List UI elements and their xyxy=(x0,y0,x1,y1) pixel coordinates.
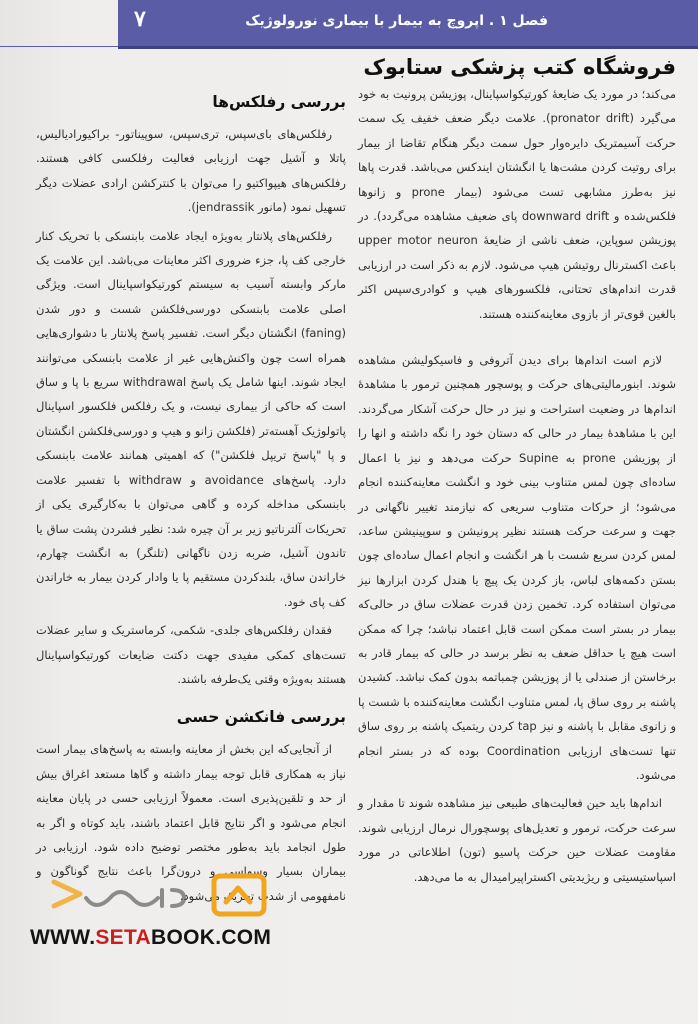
watermark-url-suffix: BOOK.COM xyxy=(151,926,272,949)
header-thin-line xyxy=(0,46,118,47)
paragraph: از آنجایی‌که این بخش از معاینه وابسته به پاسخ‌های بیمار است نیاز به همکاری قابل توجه بیمار داشته و گاها مستعد اغراق بیش از حد و تلقین‌پذیری است. معمولاً ارزیابی حسی در پایان معاینه انجام می‌شود و اگر نتایج قابل اعتماد باشند، باید کوتاه و اگر به طول انجامد باید به‌طور مختصر توضیح داده شود. ارزیابی در بیماران بسیار وسواسی و درون‌گرا باعث نتایج گوناگون و نامفهومی از شدت تحریک می‌شود. xyxy=(36,742,346,903)
paragraph: اندام‌ها باید حین فعالیت‌های طبیعی نیز مشاهده شوند تا مقدار و سرعت حرکت، ترمور و تعدیل‌های پوسچورال نرمال ارزیابی شوند. مقاومت عضلات حین حرکت پاسیو (تون) اطلاعاتی در مورد اسپاستیسیتی و ریژیدیتی اکستراپیرامیدال به ما می‌دهد. xyxy=(358,796,676,884)
paragraph: رفلکس‌های پلانتار به‌ویژه ایجاد علامت بابنسکی با تحریک کنار خارجی کف پا، جزء ضروری اکثر معاینات می‌باشد. این علامت یک مارکر وابسته آسیب به سیستم کورتیکواسپاینال است. ویژگی اصلی علامت بابنسکی دورسی‌فلکشن شست و دور شدن (faning) انگشتان دیگر است. تفسیر پاسخ پلانتار با دشواری‌هایی همراه است چون واکنش‌هایی غیر از علامت بابنسکی می‌توانند ایجاد شوند. اینها شامل یک پاسخ withdrawal سریع با پا و ساق است که حاکی از بیماری نیست، و یک رفلکس فلکسور اسپاینال پاتولوژیک آهسته‌تر (فلکشن زانو و هیپ و دورسی‌فلکشن انگشتان و پا "پاسخ تریپل فلکشن") که اهمیتی همانند علامت بابنسکی دارد. پاسخ‌های avoidance و withdraw با تفسیر علامت بابنسکی مداخله کرده و گاهی می‌توان با به‌کارگیری یکی از تحریکات آلترناتیو زیر بر آن چیره شد: نظیر فشردن پشت ساق یا تاندون آشیل، ضربه زدن ناگهانی (تلنگر) به انگشت چهارم، خاراندن ساق، بلندکردن مستقیم پا یا وادار کردن بیمار به خاراندن کف پای خود. xyxy=(36,228,346,609)
page-number: ۷ xyxy=(134,6,146,31)
right-column xyxy=(358,82,676,889)
watermark-url-prefix: WWW. xyxy=(30,926,96,949)
paragraph: رفلکس‌های بای‌سپس، تری‌سپس، سوپیناتور- براکیورادیالیس، پاتلا و آشیل جهت ارزیابی فعالیت رفلکسی کافی هستند. رفلکس‌های هیپواکتیو را می‌توان با کنترکشن ارادی عضلات دیگر تسهیل نمود (مانور jendrassik). xyxy=(36,127,346,215)
watermark-url-highlight: SETA xyxy=(95,926,151,949)
paragraph: فقدان رفلکس‌های جلدی- شکمی، کرماستریک و سایر عضلات تست‌های کمکی مفیدی جهت دکتت ضایعات کورتیکواسپاینال هستند به‌ویژه وقتی یک‌طرفه باشند. xyxy=(36,623,346,686)
paragraph: می‌کند؛ در مورد یک ضایعهٔ کورتیکواسپاینال، پوزیشن پرونیت به خود می‌گیرد (pronator drift). علامت دیگر ضعف خفیف یک سمت حرکت آسیمتریک دایره‌وار حول سمت دیگر هنگام تقاضا از بیمار برای روتیت کردن مشت‌ها یا انگشتان ایندکس می‌باشد. قدرت پاها نیز به‌طرز مشابهی تست می‌شود (بیمار prone و زانوها فلکس‌شده و downward drift پای ضعیف مشاهده می‌گردد). در پوزیشن سوپاین، ضعف ناشی از ضایعهٔ upper motor neuron باعث اکسترنال روتیشن هیپ می‌شود. لازم به ذکر است در ارزیابی قدرت اندام‌های تحتانی، فلکسورهای هیپ و کوادری‌سپس اکثر بالغین قوی‌تر از بازوی معاینه‌کننده هستند. xyxy=(358,87,677,321)
section-heading-sensory: بررسی فانکشن حسی xyxy=(176,708,346,727)
header-rule xyxy=(118,46,698,49)
chapter-header-band xyxy=(118,0,698,46)
section-heading-reflexes: بررسی رفلکس‌ها xyxy=(212,93,346,111)
chapter-title: فصل ۱ . اپروچ به بیمار با بیماری نورولوژیک xyxy=(245,13,548,29)
paragraph: لازم است اندام‌ها برای دیدن آتروفی و فاسیکولیشن مشاهده شوند. ابنورمالیتی‌های حرکت و پوسچور همچنین ترمور با مشاهدهٔ اندام‌ها در وضعیت استراحت و نیز در حال حرکت آشکار می‌گردند. این با مشاهدهٔ بیمار در حالی که دستان خود را نگه داشته و انها را از پوزیشن prone به Supine حرکت می‌دهد و نیز با اعمال ساده‌ای چون لمس متناوب بینی خود و انگشت معاینه‌کننده انجام می‌شود؛ از حرکات متناوب سریعی که نیازمند تغییر ناگهانی در جهت و سرعت حرکت هستند نظیر پرونیشن و سوپینیشن ساعد، لمس کردن سریع شست با هر انگشت و انجام اعمال ساده‌ای چون بستن دکمه‌های لباس، باز کردن یک پیچ یا هندل کردن ابزارها نیز می‌توان استفاده کرد. تخمین زدن قدرت عضلات ساق در حالی‌که بیمار در بستر است ممکن است قابل اعتماد نباشد؛ چرا که ممکن است هیچ یا حداقل ضعف به نظر برسد در حالی که بیمار قادر به برخاستن از صندلی یا از پوزیشن چمباتمه بدون کمک نباشد. کشیدن پاشنه بر روی ساق پا، لمس متناوب انگشت معاینه‌کننده با شست پا و زانوی مقابل با پاشنه و نیز tap کردن ریتمیک پاشنه بر روی ساق تنها تست‌های ارزیابی Coordination بوده که در بستر انجام می‌شود. xyxy=(358,353,677,782)
store-title: فروشگاه کتب پزشکی ستابوک xyxy=(363,55,676,79)
watermark-url xyxy=(30,926,271,950)
setabook-logo-icon xyxy=(40,868,300,920)
left-column xyxy=(36,90,346,908)
